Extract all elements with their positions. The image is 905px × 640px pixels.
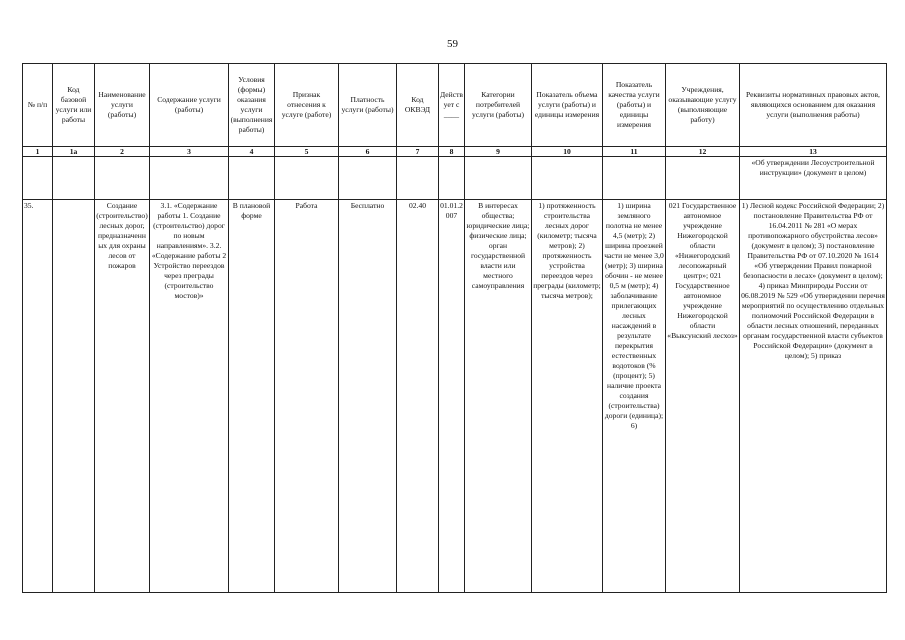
sign-cell: Работа [275, 200, 339, 593]
header-cell: № п/п [23, 64, 53, 147]
continuation-row [23, 157, 887, 200]
header-cell: Признак отнесения к услуге (работе) [275, 64, 339, 147]
column-number: 10 [532, 147, 603, 157]
header-cell: Содержание услуги (работы) [150, 64, 229, 147]
header-cell: Код ОКВЭД [397, 64, 439, 147]
header-cell: Действует с ____ [439, 64, 465, 147]
continued-acts-cell: «Об утверждении Лесоустроительной инструкции» (документ в целом) [740, 157, 887, 200]
column-number: 1 [23, 147, 53, 157]
payment-cell: Бесплатно [339, 200, 397, 593]
legal-acts-cell: 1) Лесной кодекс Российской Федерации; 2) постановление Правительства РФ от 16.04.2011 № 281 «О мерах противопожарного обустройства лесов» (документ в целом); 3) постановление Правительства РФ от 07.10.2020 № 1614 «Об утверждении Правил пожарной безопасности в лесах» (документ в целом); 4) приказ Минприроды России от 06.08.2019 № 529 «Об утверждении перечня мероприятий по осуществлению отдельных полномочий Российской Федерации в области лесных отношений, переданных органам государственной власти субъектов Российской Федерации» (документ в целом); 5) приказ [740, 200, 887, 593]
column-number: 5 [275, 147, 339, 157]
column-number: 4 [229, 147, 275, 157]
column-number-row [23, 147, 887, 157]
quality-indicator-cell: 1) ширина земляного полотна не менее 4,5 (метр); 2) ширина проезжей части не менее 3,0 (метр); 3) ширина обочин - не менее 0,5 м (метр); 4) заболачивание прилегающих лесных насаждений в результате перекрытия естественных водотоков (% (процент); 5) наличие проекта создания (строительства) дороги (единица); 6) [603, 200, 666, 593]
column-number: 9 [465, 147, 532, 157]
header-row [23, 64, 887, 147]
institutions-cell: 021 Государственное автономное учреждение Нижегородской области «Нижегородский лесопожарный центр»; 021 Государственное автономное учреждение Нижегородской области «Выксунский лесхоз» [666, 200, 740, 593]
volume-indicator-cell: 1) протяженность строительства лесных дорог (километр; тысяча метров); 2) протяженность устройства переездов через преграды (километр; тысяча метров); [532, 200, 603, 593]
column-number: 13 [740, 147, 887, 157]
conditions-cell: В плановой форме [229, 200, 275, 593]
header-cell: Показатель объема услуги (работы) и единицы измерения [532, 64, 603, 147]
header-cell: Учреждения, оказывающие услугу (выполняющие работу) [666, 64, 740, 147]
valid-from-cell: 01.01.2007 [439, 200, 465, 593]
column-number: 11 [603, 147, 666, 157]
consumers-cell: В интересах общества; юридические лица; физические лица; орган государственной власти или местного самоуправления [465, 200, 532, 593]
service-content-cell: 3.1. «Содержание работы 1. Создание (строительство) дорог по новым направлениям». 3.2. «Содержание работы 2 Устройство переездов через преграды (строительство мостов)» [150, 200, 229, 593]
header-cell: Платность услуги (работы) [339, 64, 397, 147]
column-number: 7 [397, 147, 439, 157]
page-number: 59 [447, 38, 458, 50]
column-number: 3 [150, 147, 229, 157]
header-cell: Условия (формы) оказания услуги (выполнения работы) [229, 64, 275, 147]
header-cell: Наименование услуги (работы) [95, 64, 150, 147]
column-number: 1а [53, 147, 95, 157]
row-number-cell: 35. [23, 200, 53, 593]
table-row [23, 200, 887, 593]
column-number: 8 [439, 147, 465, 157]
column-number: 6 [339, 147, 397, 157]
header-cell: Реквизиты нормативных правовых актов, являющихся основанием для оказания услуги (выполнения работы) [740, 64, 887, 147]
header-cell: Показатель качества услуги (работы) и единицы измерения [603, 64, 666, 147]
header-cell: Категории потребителей услуги (работы) [465, 64, 532, 147]
header-cell: Код базовой услуги или работы [53, 64, 95, 147]
column-number: 2 [95, 147, 150, 157]
services-register-table [22, 63, 887, 593]
okved-cell: 02.40 [397, 200, 439, 593]
service-name-cell: Создание (строительство) лесных дорог, предназначенных для охраны лесов от пожаров [95, 200, 150, 593]
column-number: 12 [666, 147, 740, 157]
base-code-cell [53, 200, 95, 593]
